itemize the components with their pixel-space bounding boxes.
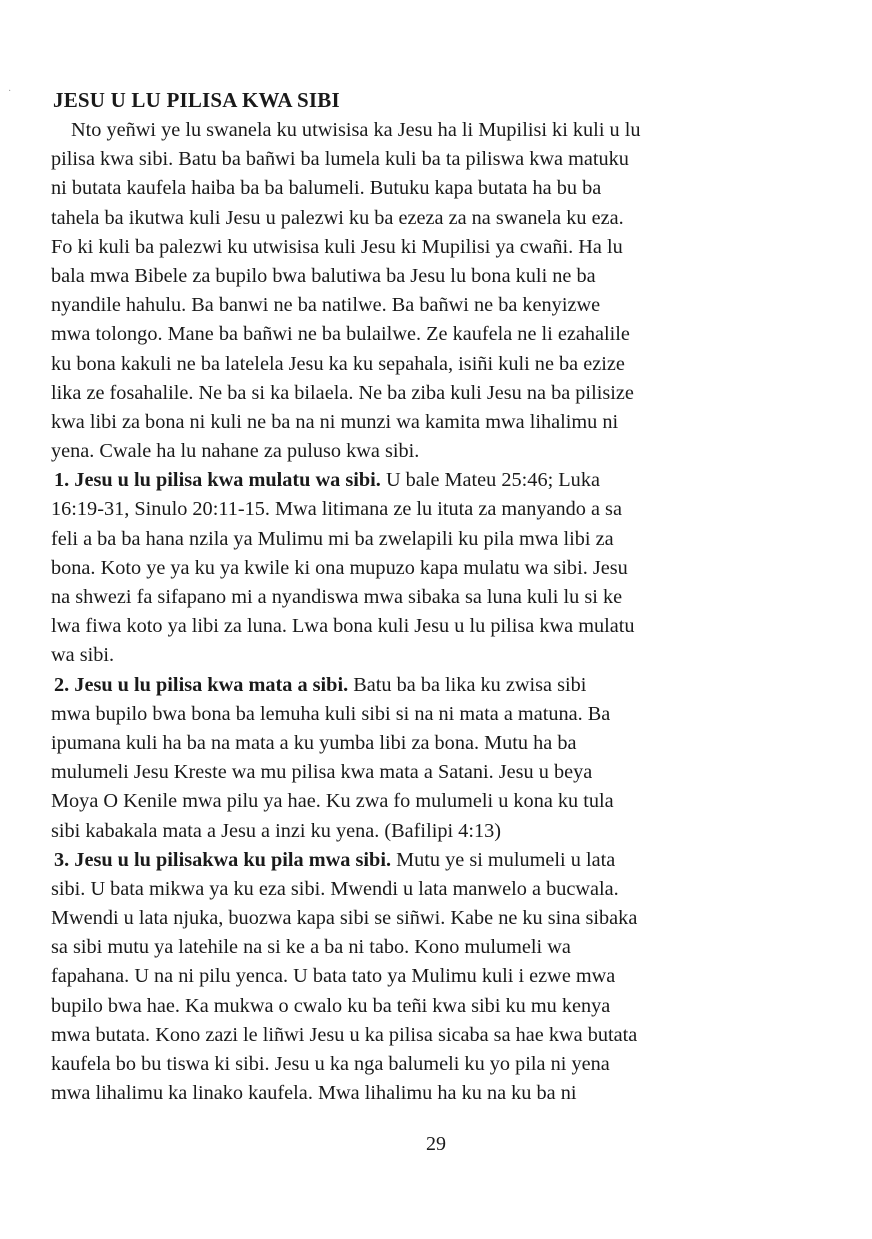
text-line: ku bona kakuli ne ba latelela Jesu ka ku sepahala, isiñi kuli ne ba ezize [51,352,625,375]
point-first-rest: Mutu ye si mulumeli u lata [391,848,616,871]
text-line: lika ze fosahalile. Ne ba si ka bilaela. Ne ba ziba kuli Jesu na ba pilisize [51,381,634,404]
text-line: Mwendi u lata njuka, buozwa kapa sibi se siñwi. Kabe ne ku sina sibaka [51,907,638,930]
point-first-line [51,846,791,875]
point-heading: Jesu u lu pilisa kwa mulatu wa sibi. [74,469,381,492]
page-number: 29 [426,1133,446,1155]
point-first-line [51,671,791,700]
text-line: Fo ki kuli ba palezwi ku utwisisa kuli Jesu ki Mupilisi ya cwañi. Ha lu [51,235,623,258]
text-line: na shwezi fa sifapano mi a nyandiswa mwa sibaka sa luna kuli lu si ke [51,586,623,608]
point-heading: Jesu u lu pilisakwa ku pila mwa sibi. [74,848,392,871]
scan-speck: · [8,86,12,97]
text-line: bala mwa Bibele za bupilo bwa balutiwa ba Jesu lu bona kuli ne ba [51,264,596,287]
text-line: pilisa kwa sibi. Batu ba bañwi ba lumela kuli ba ta piliswa kwa matuku [51,148,629,171]
text-line: tahela ba ikutwa kuli Jesu u palezwi ku ba ezeza za na swanela ku eza. [51,206,624,229]
text-line: mwa tolongo. Mane ba bañwi ne ba bulailwe. Ze kaufela ne li ezahalile [51,323,630,346]
text-line: mwa butata. Kono zazi le liñwi Jesu u ka pilisa sicaba sa hae kwa butata [51,1023,638,1046]
text-line: ipumana kuli ha ba na mata a ku yumba libi za bona. Mutu ha ba [51,731,577,754]
text-line: mwa lihalimu ka linako kaufela. Mwa lihalimu ha ku na ku ba ni [51,1082,577,1105]
point-number: 3. [54,848,70,871]
point-2 [51,671,791,846]
text-line: kaufela bo bu tiswa ki sibi. Jesu u ka nga balumeli ku yo pila ni yena [51,1053,610,1075]
text-line: wa sibi. [51,644,115,667]
point-first-rest: U bale Mateu 25:46; Luka [380,469,600,492]
point-number: 1. [54,469,70,492]
text-line: 16:19-31, Sinulo 20:11-15. Mwa litimana ze lu ituta za manyando a sa [51,498,622,521]
text-line: yena. Cwale ha lu nahane za puluso kwa sibi. [51,440,420,463]
text-line: bupilo bwa hae. Ka mukwa o cwalo ku ba teñi kwa sibi ku mu kenya [51,994,611,1017]
body-text [51,116,791,1108]
text-line: feli a ba ba hana nzila ya Mulimu mi ba zwelapili ku pila mwa libi za [51,527,614,550]
text-line: sibi kabakala mata a Jesu a inzi ku yena. (Bafilipi 4:13) [51,819,501,842]
text-line: mulumeli Jesu Kreste wa mu pilisa kwa mata a Satani. Jesu u beya [51,761,593,784]
text-line: sa sibi mutu ya latehile na si ke a ba ni tabo. Kono mulumeli wa [51,936,571,959]
point-heading: Jesu u lu pilisa kwa mata a sibi. [74,673,349,696]
text-line: ni butata kaufela haiba ba ba balumeli. Butuku kapa butata ha bu ba [51,177,602,200]
text-line: kwa libi za bona ni kuli ne ba na ni munzi wa kamita mwa lihalimu ni [51,410,619,433]
text-line: sibi. U bata mikwa ya ku eza sibi. Mwendi u lata manwelo a bucwala. [51,877,619,900]
intro-paragraph [51,116,791,466]
text-line: mwa bupilo bwa bona ba lemuha kuli sibi si na ni mata a matuna. Ba [51,702,611,725]
text-line: Nto yeñwi ye lu swanela ku utwisisa ka Jesu ha li Mupilisi ki kuli u lu [71,119,641,141]
text-line: nyandile hahulu. Ba banwi ne ba natilwe. Ba bañwi ne ba kenyizwe [51,294,601,317]
text-line: lwa fiwa koto ya libi za luna. Lwa bona kuli Jesu u lu pilisa kwa mulatu [51,615,635,638]
text-line: fapahana. U na ni pilu yenca. U bata tato ya Mulimu kuli i ezwe mwa [51,965,616,988]
text-line: Moya O Kenile mwa pilu ya hae. Ku zwa fo mulumeli u kona ku tula [51,790,614,813]
point-number: 2. [54,673,70,696]
point-first-line [51,466,791,495]
point-1 [51,466,791,670]
point-first-rest: Batu ba ba lika ku zwisa sibi [348,673,587,696]
text-line: bona. Koto ye ya ku ya kwile ki ona mupuzo kapa mulatu wa sibi. Jesu [51,556,628,579]
point-3 [51,846,791,1109]
page-title: JESU U LU PILISA KWA SIBI [53,88,340,112]
